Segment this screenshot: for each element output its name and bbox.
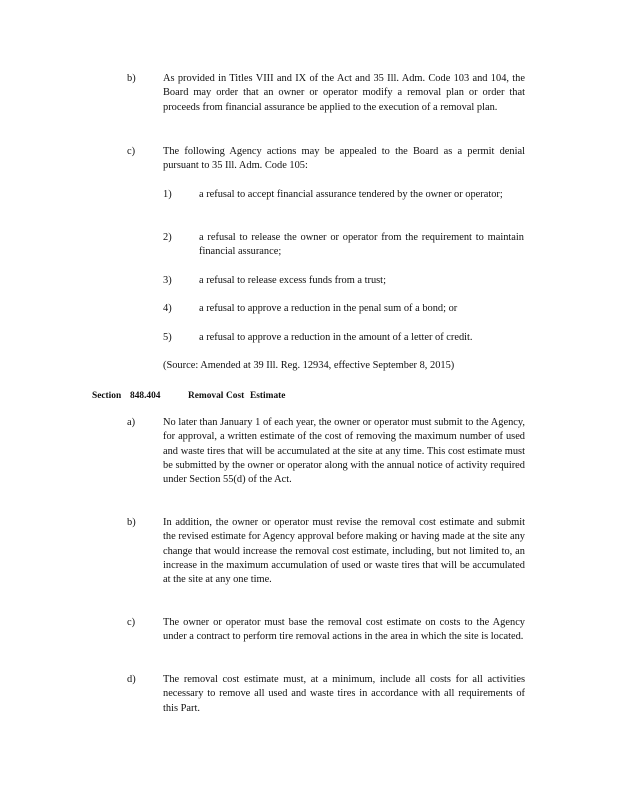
item-label-5: 5)	[163, 332, 172, 343]
item-text-4: a refusal to approve a reduction in the penal sum of a bond; or	[199, 303, 458, 314]
item-label-1: 1)	[163, 189, 172, 200]
section-title-word-3: Estimate	[250, 391, 286, 401]
item-label-4: 4)	[163, 303, 172, 314]
section-paragraph-label-a: a)	[127, 417, 136, 428]
source-note: (Source: Amended at 39 Ill. Reg. 12934, effective September 8, 2015)	[163, 360, 455, 371]
section-paragraph-label-b: b)	[127, 517, 136, 528]
section-paragraph-d-text: The removal cost estimate must, at a minimum, include all costs for all activities necessary to remove all used and waste tires in accordance with all requirements of this Part.	[163, 674, 525, 714]
section-number: 848.404	[130, 391, 161, 401]
item-text-5: a refusal to approve a reduction in the amount of a letter of credit.	[199, 332, 473, 343]
section-word: Section	[92, 391, 122, 401]
item-text-1: a refusal to accept financial assurance tendered by the owner or operator;	[199, 189, 503, 200]
section-paragraph-c-text: The owner or operator must base the removal cost estimate on costs to the Agency under a contract to perform tire removal actions in the area in which the site is located.	[163, 617, 525, 643]
section-paragraph-label-c: c)	[127, 617, 136, 628]
item-text-2: a refusal to release the owner or operator from the requirement to maintain financial assurance;	[199, 232, 524, 258]
paragraph-c-upper-text: The following Agency actions may be appealed to the Board as a permit denial pursuant to 35 Ill. Adm. Code 105:	[163, 146, 525, 172]
section-title-word-1: Removal	[188, 391, 224, 401]
item-label-3: 3)	[163, 275, 172, 286]
paragraph-label-b-upper: b)	[127, 73, 136, 84]
item-text-3: a refusal to release excess funds from a trust;	[199, 275, 386, 286]
paragraph-label-c-upper: c)	[127, 146, 136, 157]
section-paragraph-label-d: d)	[127, 674, 136, 685]
section-paragraph-a-text: No later than January 1 of each year, the owner or operator must submit to the Agency, for approval, a written estimate of the cost of removing the maximum number of used and waste tires that will be accumulated at the site at any time. This cost estimate must be submitted by the owner or operator along with the annual notice of activity required under Section 55(d) of the Act.	[163, 417, 525, 486]
paragraph-b-upper-text: As provided in Titles VIII and IX of the Act and 35 Ill. Adm. Code 103 and 104, the Board may order that an owner or operator modify a removal plan or order that proceeds from financial assurance be applied to the execution of a removal plan.	[163, 73, 525, 113]
item-label-2: 2)	[163, 232, 172, 243]
section-title-word-2: Cost	[226, 391, 245, 401]
section-paragraph-b-text: In addition, the owner or operator must revise the removal cost estimate and submit the revised estimate for Agency approval before making or having made at the site any change that would increase the removal cost estimate, including, but not limited to, an increase in the maximum accumulation of used or waste tires that will be accumulated at the site at any one time.	[163, 517, 525, 586]
